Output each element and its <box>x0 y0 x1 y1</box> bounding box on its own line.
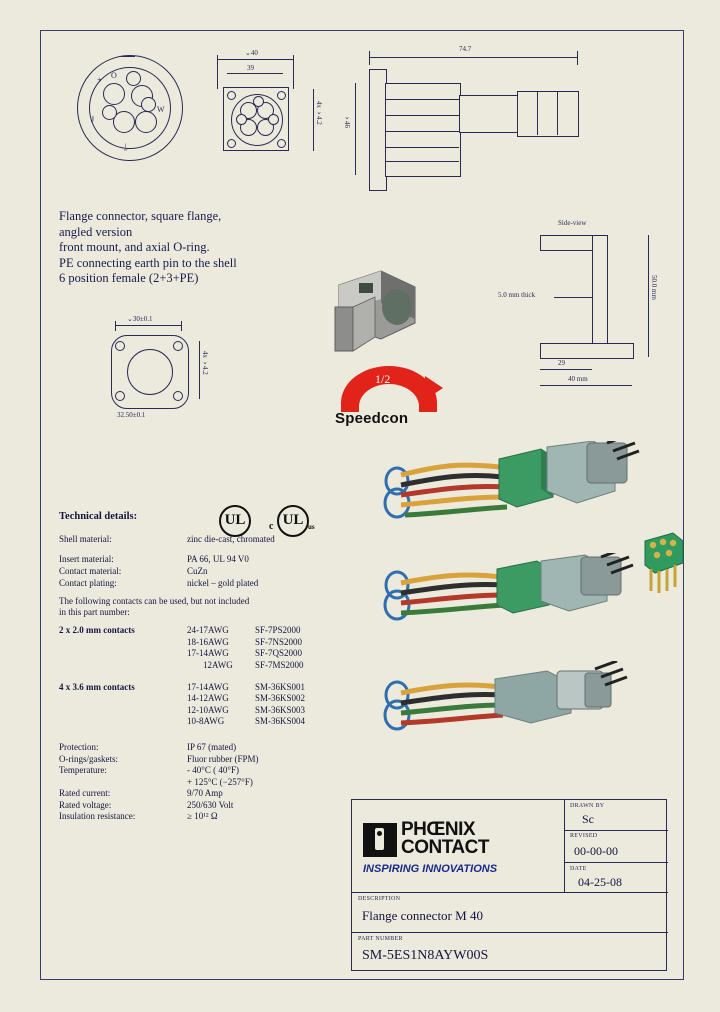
tech-key-insert: Insert material: <box>59 554 114 564</box>
phoenix-logo-dot-icon <box>377 831 382 836</box>
tb-caption-description: DESCRIPTION <box>358 896 401 902</box>
cable-assembly-render-2 <box>371 553 641 653</box>
body-barrel <box>385 83 461 177</box>
flange-center-bore <box>127 349 173 395</box>
side-view-diagram <box>496 219 676 409</box>
contact-4-code: SF-7MS2000 <box>255 659 304 670</box>
flange-hole-tr <box>173 341 183 351</box>
dim-line-39 <box>227 73 283 74</box>
tb-hline-4 <box>352 932 668 933</box>
front-square-body <box>223 87 289 151</box>
side-thickness-leader <box>554 297 592 298</box>
ul-mark-icon-1: UL <box>219 505 251 537</box>
tech-note-line-1: The following contacts can be used, but not included <box>59 596 250 606</box>
face-pin-7 <box>141 97 156 112</box>
rating-key-current: Rated current: <box>59 788 111 798</box>
contact-group-2-title: 4 x 3.6 mm contacts <box>59 681 135 692</box>
tb-value-date: 04-25-08 <box>578 875 622 889</box>
face-label-o: O <box>111 71 117 80</box>
flange-tick-r <box>181 321 182 331</box>
tb-hline-1 <box>564 830 668 831</box>
dim-ext-right <box>293 55 294 89</box>
side-base-outer-dim <box>540 385 632 386</box>
cable-assembly-render-3 <box>371 661 641 761</box>
tb-value-drawn-by: Sc <box>582 812 594 826</box>
body-neck <box>459 95 519 133</box>
side-thickness-label: 5.0 mm thick <box>498 291 536 299</box>
cable-assembly-render-1 <box>371 441 641 551</box>
description-line-1: Flange connector, square flange, <box>59 209 222 223</box>
side-base-inner-label: 29 <box>558 359 565 367</box>
body-rib-4 <box>385 147 459 148</box>
flange-plate-diagram <box>101 315 261 429</box>
front-corner-hole-tl <box>227 91 236 100</box>
rating-value-protection: IP 67 (mated) <box>187 742 237 752</box>
body-tail-line-2 <box>557 91 558 135</box>
contact-5-awg: 17-14AWG <box>187 681 229 692</box>
rating-key-temperature: Temperature: <box>59 765 107 775</box>
contact-4-awg: 12AWG <box>203 659 233 670</box>
flange-hole-tl <box>115 341 125 351</box>
front-corner-hole-tr <box>277 91 286 100</box>
rating-key-voltage: Rated voltage: <box>59 799 112 810</box>
rating-value-current: 9/70 Amp <box>187 788 223 798</box>
dim-label-39: 39 <box>247 64 254 72</box>
contact-group-1-title: 2 x 2.0 mm contacts <box>59 625 135 635</box>
tech-value-insert: PA 66, UL 94 V0 <box>187 554 249 564</box>
dim-label-747: 74.7 <box>459 45 472 53</box>
speedcon-arrow-icon <box>425 376 443 400</box>
speedcon-fraction: 1/2 <box>375 372 391 386</box>
tb-caption-revised: REVISED <box>570 833 598 839</box>
contact-8-awg: 10-8AWG <box>187 716 225 726</box>
flange-dim-label-bottom: 32.50±0.1 <box>117 411 146 419</box>
contact-1-awg: 24-17AWG <box>187 625 229 635</box>
contact-insert-render <box>639 529 687 599</box>
front-corner-hole-br <box>277 139 286 148</box>
tb-value-description: Flange connector M 40 <box>362 908 483 923</box>
face-pin-1 <box>103 83 125 105</box>
body-rib-2 <box>385 115 459 116</box>
phoenix-name-line-1: PHŒNIX <box>401 819 476 840</box>
tb-hline-2 <box>564 862 668 863</box>
dim-line-40 <box>217 59 293 60</box>
flange-hole-br <box>173 391 183 401</box>
face-label-w: W <box>157 105 165 114</box>
tech-value-contact-material: CuZn <box>187 566 208 576</box>
tb-value-revised: 00-00-00 <box>574 844 618 858</box>
front-pin-6 <box>253 96 264 107</box>
flange-dim-label-top: ⌄30±0.1 <box>127 315 153 323</box>
contact-2-awg: 18-16AWG <box>187 636 229 647</box>
top-body-section-view <box>341 43 651 213</box>
dim-label-hole: 4x⌄4.2 <box>315 101 323 125</box>
rating-value-temperature-2: + 125°C (−257°F) <box>187 776 253 787</box>
front-dimension-diagram <box>201 49 351 189</box>
connector-render-iso <box>319 263 429 363</box>
speedcon-badge <box>329 366 459 446</box>
contact-3-awg: 17-14AWG <box>187 648 229 658</box>
contact-7-awg: 12-10AWG <box>187 704 229 715</box>
face-label-plus: + <box>97 75 102 84</box>
ul-mark-icon-2: UL <box>277 505 309 537</box>
face-pin-6 <box>126 71 141 86</box>
dim-line-d46 <box>355 83 356 175</box>
tb-caption-drawn-by: DRAWN BY <box>570 803 605 809</box>
front-pin-7 <box>268 114 279 125</box>
dim-tick-right <box>577 51 578 65</box>
flange-tick-l <box>115 321 116 331</box>
tb-caption-date: DATE <box>570 866 587 872</box>
contact-8-code: SM-36KS004 <box>255 716 306 726</box>
dim-label-40: ⌄40 <box>245 49 258 57</box>
side-height-label: 50.0 mm <box>650 275 658 300</box>
body-tail-line-1 <box>537 91 538 135</box>
rating-key-insulation: Insulation resistance: <box>59 811 136 821</box>
rating-key-protection: Protection: <box>59 742 99 752</box>
face-pin-4 <box>135 111 157 133</box>
body-tail <box>517 91 579 137</box>
ul-us-suffix: us <box>308 523 315 531</box>
contact-1-code: SF-7PS2000 <box>255 625 301 635</box>
phoenix-name-line-2: CONTACT <box>401 837 489 858</box>
description-line-3: front mount, and axial O-ring. <box>59 240 210 254</box>
description-line-5: 6 position female (2+3+PE) <box>59 271 199 285</box>
contact-6-code: SM-36KS002 <box>255 693 306 703</box>
rating-value-temperature: - 40°C ( 40°F) <box>187 765 239 775</box>
side-base-inner-dim <box>540 369 592 370</box>
side-view-title: Side-view <box>558 219 587 227</box>
technical-heading: Technical details: <box>59 511 138 522</box>
technical-details-block <box>59 511 379 823</box>
tb-caption-part-number: PART NUMBER <box>358 936 403 942</box>
product-description <box>59 209 339 287</box>
ul-c-prefix: c <box>269 521 274 532</box>
tb-value-part-number: SM-5ES1N8AYW00S <box>362 948 489 963</box>
contact-3-code: SF-7QS2000 <box>255 648 303 658</box>
side-base-outer-label: 40 mm <box>568 375 588 383</box>
drawing-frame <box>40 30 684 980</box>
side-height-dim <box>648 235 649 357</box>
flange-dim-label-right: 4x⌄4.2 <box>201 351 209 375</box>
front-pin-5 <box>236 114 247 125</box>
contact-6-awg: 14-12AWG <box>187 693 229 703</box>
contact-7-code: SM-36KS003 <box>255 704 306 715</box>
flange-dim-line-right <box>199 341 200 399</box>
description-line-2: angled version <box>59 224 133 239</box>
body-rib-5 <box>385 161 459 162</box>
front-face-diagram <box>69 49 189 169</box>
tb-vline-1 <box>564 800 565 892</box>
face-label-j: J <box>91 115 95 124</box>
face-pin-5 <box>102 105 117 120</box>
face-keyway <box>121 56 135 57</box>
dim-line-hole <box>313 89 314 151</box>
side-vertical-web <box>592 235 608 359</box>
rating-key-orings: O-rings/gaskets: <box>59 753 118 764</box>
tech-key-contact-plating: Contact plating: <box>59 578 117 588</box>
earth-symbol-icon: ⏚ <box>121 143 131 153</box>
dim-tick-left <box>369 51 370 65</box>
flange-dim-line-top <box>115 325 181 326</box>
dim-ext-left <box>217 55 218 89</box>
tech-key-contact-material: Contact material: <box>59 566 122 576</box>
flange-hole-bl <box>115 391 125 401</box>
speedcon-wordmark: Speedcon <box>335 410 409 427</box>
contact-2-code: SF-7NS2000 <box>255 636 303 647</box>
dim-line-747 <box>369 57 577 58</box>
description-line-4: PE connecting earth pin to the shell <box>59 255 237 270</box>
body-rib-3 <box>385 131 459 132</box>
front-corner-hole-bl <box>227 139 236 148</box>
rating-value-voltage: 250/630 Volt <box>187 799 234 810</box>
tech-value-shell: zinc die-cast, chromated <box>187 534 275 544</box>
rating-value-orings: Fluor rubber (FPM) <box>187 753 259 764</box>
body-rib-1 <box>385 99 459 100</box>
phoenix-contact-logo <box>363 819 543 899</box>
tech-note-line-2: in this part number: <box>59 607 130 617</box>
dim-label-d46: ⌄46 <box>343 113 351 128</box>
contact-5-code: SM-36KS001 <box>255 681 306 692</box>
phoenix-slogan: INSPIRING INNOVATIONS <box>363 863 498 875</box>
tech-value-contact-plating: nickel – gold plated <box>187 578 259 588</box>
rating-value-insulation: ≥ 10¹² Ω <box>187 811 218 821</box>
side-base <box>540 343 634 359</box>
tech-key-shell: Shell material: <box>59 534 112 544</box>
